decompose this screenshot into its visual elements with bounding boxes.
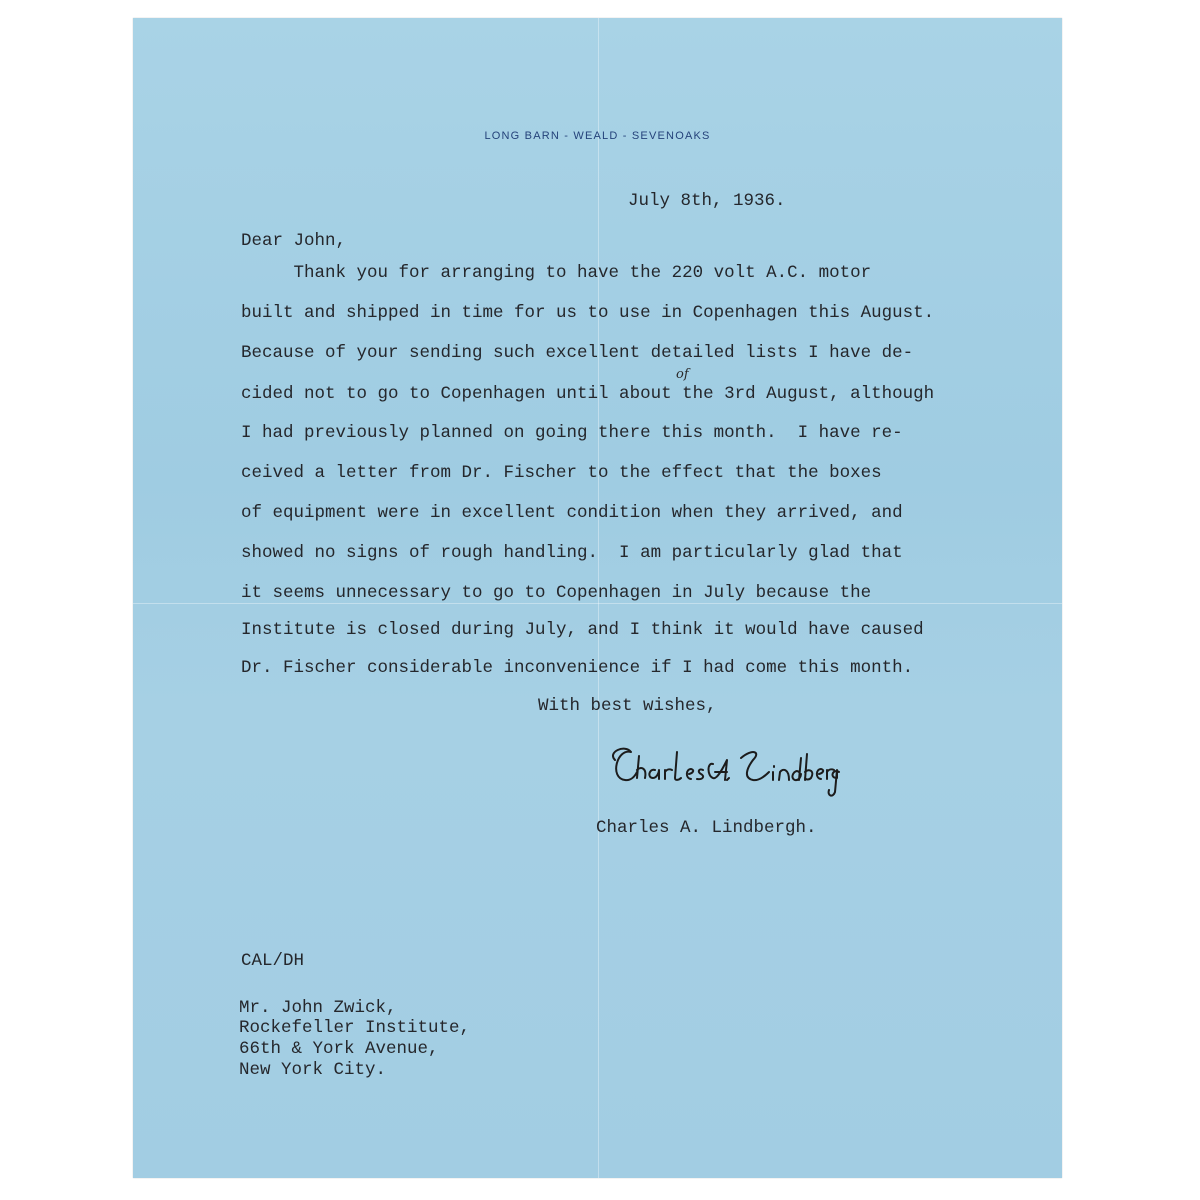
letter-date: July 8th, 1936. [628, 191, 786, 211]
body-line: built and shipped in time for us to use in Copenhagen this August. [241, 303, 935, 323]
handwritten-signature [603, 738, 843, 798]
body-line: showed no signs of rough handling. I am particularly glad that [241, 543, 903, 563]
body-line: of equipment were in excellent condition when they arrived, and [241, 503, 903, 523]
closing: With best wishes, [538, 696, 717, 716]
reference-initials: CAL/DH [241, 951, 305, 971]
body-line: cided not to go to Copenhagen until about the 3rd August, although [241, 384, 935, 404]
address-line: Rockefeller Institute, [239, 1018, 471, 1038]
address-line: Mr. John Zwick, [239, 998, 397, 1018]
letter-sheet [133, 18, 1062, 1178]
body-line: Thank you for arranging to have the 220 volt A.C. motor [241, 263, 872, 283]
handwritten-insert: of [676, 367, 689, 382]
typed-signature-name: Charles A. Lindbergh. [596, 818, 817, 838]
body-line: Institute is closed during July, and I think it would have caused [241, 620, 924, 640]
letterhead: LONG BARN - WEALD - SEVENOAKS [484, 130, 711, 142]
salutation: Dear John, [241, 231, 347, 251]
address-line: New York City. [239, 1060, 387, 1080]
address-line: 66th & York Avenue, [239, 1039, 439, 1059]
body-line: Dr. Fischer considerable inconvenience if I had come this month. [241, 658, 914, 678]
body-line: ceived a letter from Dr. Fischer to the effect that the boxes [241, 463, 882, 483]
body-line: it seems unnecessary to go to Copenhagen in July because the [241, 583, 872, 603]
body-line: Because of your sending such excellent detailed lists I have de- [241, 343, 914, 363]
fold-crease-horizontal [133, 603, 1062, 604]
body-line: I had previously planned on going there this month. I have re- [241, 423, 903, 443]
